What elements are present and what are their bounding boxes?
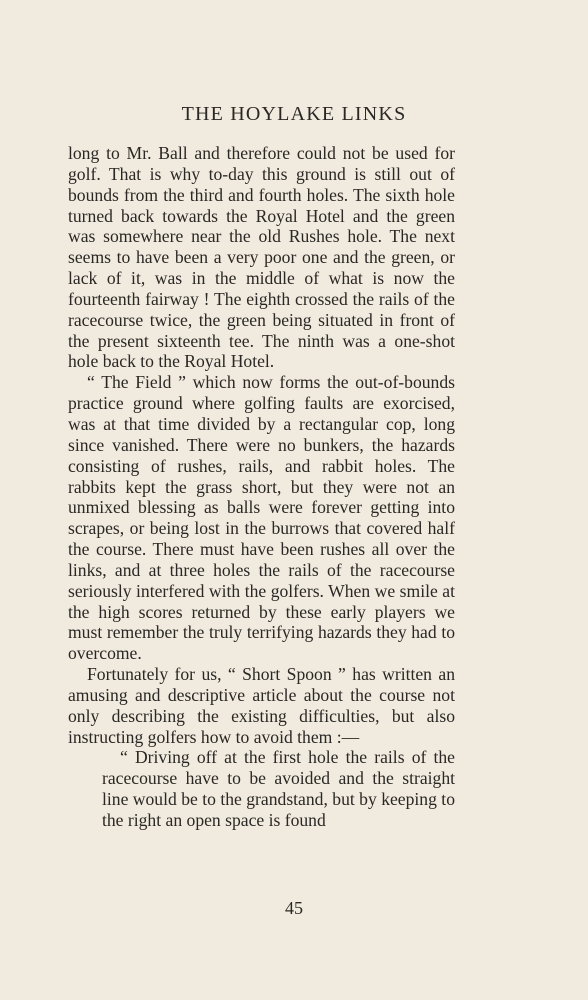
page-number: 45 <box>285 898 303 918</box>
body-text <box>68 143 455 831</box>
running-head: THE HOYLAKE LINKS <box>181 103 407 125</box>
block-quote: “ Driving off at the first hole the rails of the racecourse have to be avoided and the straight line would be to the grandstand, but by keeping to the right an open space is found <box>102 747 455 830</box>
paragraph-short-spoon: Fortunately for us, “ Short Spoon ” has written an amusing and descriptive article about the course not only describing the existing difficulties, but also instructing golfers how to avoid them :— <box>68 664 455 747</box>
paragraph-the-field: “ The Field ” which now forms the out-of-bounds practice ground where golfing faults are exorcised, was at that time divided by a rectangular cop, long since vanished. There were no bunkers, the hazards consisting of rushes, rails, and rabbit holes. The rabbits kept the grass short, but they were not an unmixed blessing as balls were forever getting into scrapes, or being lost in the burrows that covered half the course. There must have been rushes all over the links, and at three holes the rails of the racecourse seriously interfered with the golfers. When we smile at the high scores returned by these early players we must remember the truly terrifying hazards they had to overcome. <box>68 372 455 664</box>
paragraph-continued: long to Mr. Ball and therefore could not be used for golf. That is why to-day this ground is still out of bounds from the third and fourth holes. The sixth hole turned back towards the Royal Hotel and the green was somewhere near the old Rushes hole. The next seems to have been a very poor one and the green, or lack of it, was in the middle of what is now the fourteenth fairway ! The eighth crossed the rails of the racecourse twice, the green being situated in front of the present sixteenth tee. The ninth was a one-shot hole back to the Royal Hotel. <box>68 143 455 372</box>
